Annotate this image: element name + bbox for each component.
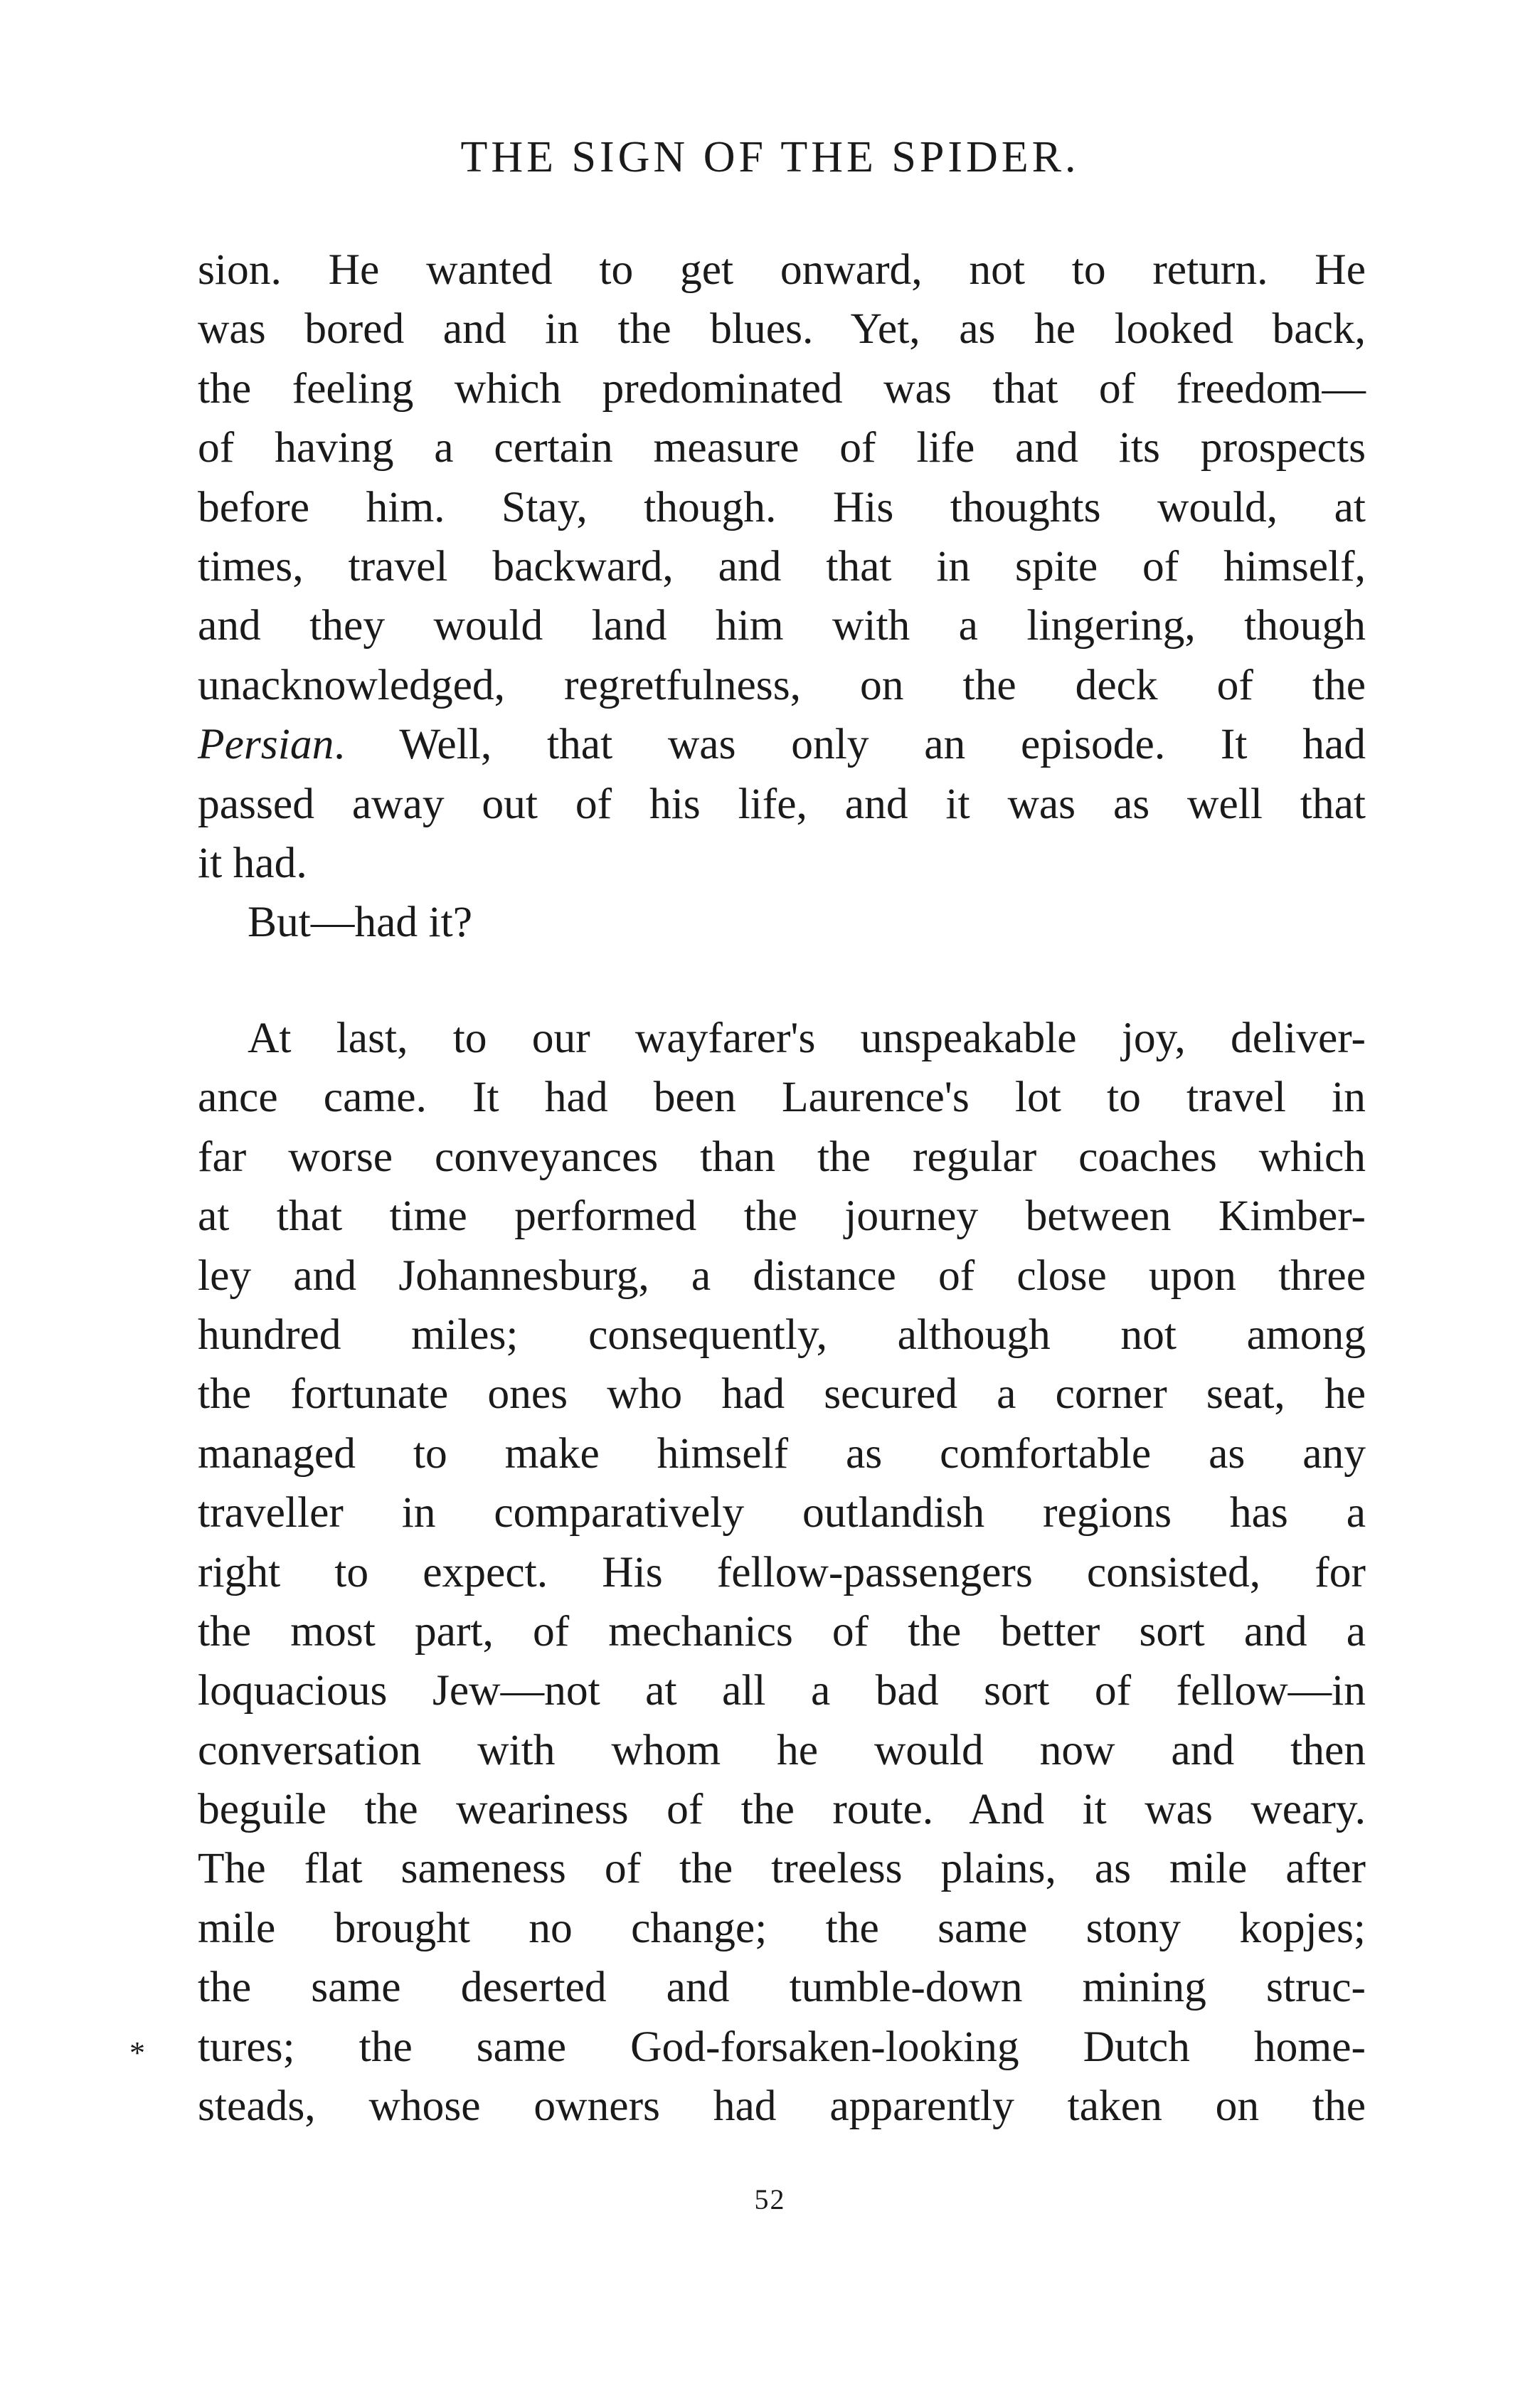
text-line: passed away out of his life, and it was as well that	[198, 779, 1366, 828]
text-line: conversation with whom he would now and then	[198, 1725, 1366, 1774]
text-line: far worse conveyances than the regular coaches which	[198, 1132, 1366, 1181]
text-line: ance came. It had been Laurence's lot to travel in	[198, 1073, 1366, 1122]
text-line: the most part, of mechanics of the better sort and a	[198, 1606, 1366, 1656]
text-line: the fortunate ones who had secured a corner seat, he	[198, 1370, 1366, 1419]
margin-asterisk: *	[129, 2035, 145, 2070]
text-line: unacknowledged, regretfulness, on the deck of the	[198, 660, 1366, 709]
text-line: traveller in comparatively outlandish regions has a	[198, 1488, 1366, 1537]
text-line: and they would land him with a lingering, though	[198, 601, 1366, 650]
text-line: right to expect. His fellow-passengers consisted, for	[198, 1547, 1366, 1596]
text-line: mile brought no change; the same stony kopjes;	[198, 1903, 1366, 1952]
text-block-top	[198, 240, 1366, 953]
text-line: before him. Stay, though. His thoughts would, at	[198, 482, 1366, 531]
text-line: steads, whose owners had apparently taken on the	[198, 2082, 1366, 2131]
text-line: was bored and in the blues. Yet, as he looked back,	[198, 304, 1366, 354]
text-line: At last, to our wayfarer's unspeakable joy, deliver-	[248, 1014, 1366, 1062]
text-line: beguile the weariness of the route. And it was weary.	[198, 1785, 1366, 1834]
text-line: the feeling which predominated was that of freedom—	[198, 364, 1366, 413]
text-line: managed to make himself as comfortable as any	[198, 1429, 1366, 1478]
text-line: sion. He wanted to get onward, not to return. He	[198, 245, 1366, 294]
running-head: THE SIGN OF THE SPIDER.	[460, 133, 1080, 181]
text-line-question: But—had it?	[248, 898, 472, 947]
text-line: times, travel backward, and that in spite of himself,	[198, 541, 1366, 590]
text-line: tures; the same God-forsaken-looking Dutch home-	[198, 2022, 1366, 2071]
page-number: 52	[754, 2183, 786, 2215]
text-line: of having a certain measure of life and its prospects	[198, 423, 1366, 472]
text-line: the same deserted and tumble-down mining struc-	[198, 1963, 1366, 2012]
text-line: ley and Johannesburg, a distance of close upon three	[198, 1251, 1366, 1300]
text-block-bottom	[198, 1009, 1366, 2136]
text-line: hundred miles; consequently, although not among	[198, 1310, 1366, 1359]
text-line: at that time performed the journey between Kimber-	[198, 1192, 1366, 1241]
text-line: The flat sameness of the treeless plains, as mile after	[198, 1844, 1366, 1893]
text-line: loquacious Jew—not at all a bad sort of fellow—in	[198, 1666, 1366, 1715]
text-line: it had.	[198, 838, 307, 887]
text-line-persian: Persian. Well, that was only an episode. It had	[198, 720, 1366, 769]
